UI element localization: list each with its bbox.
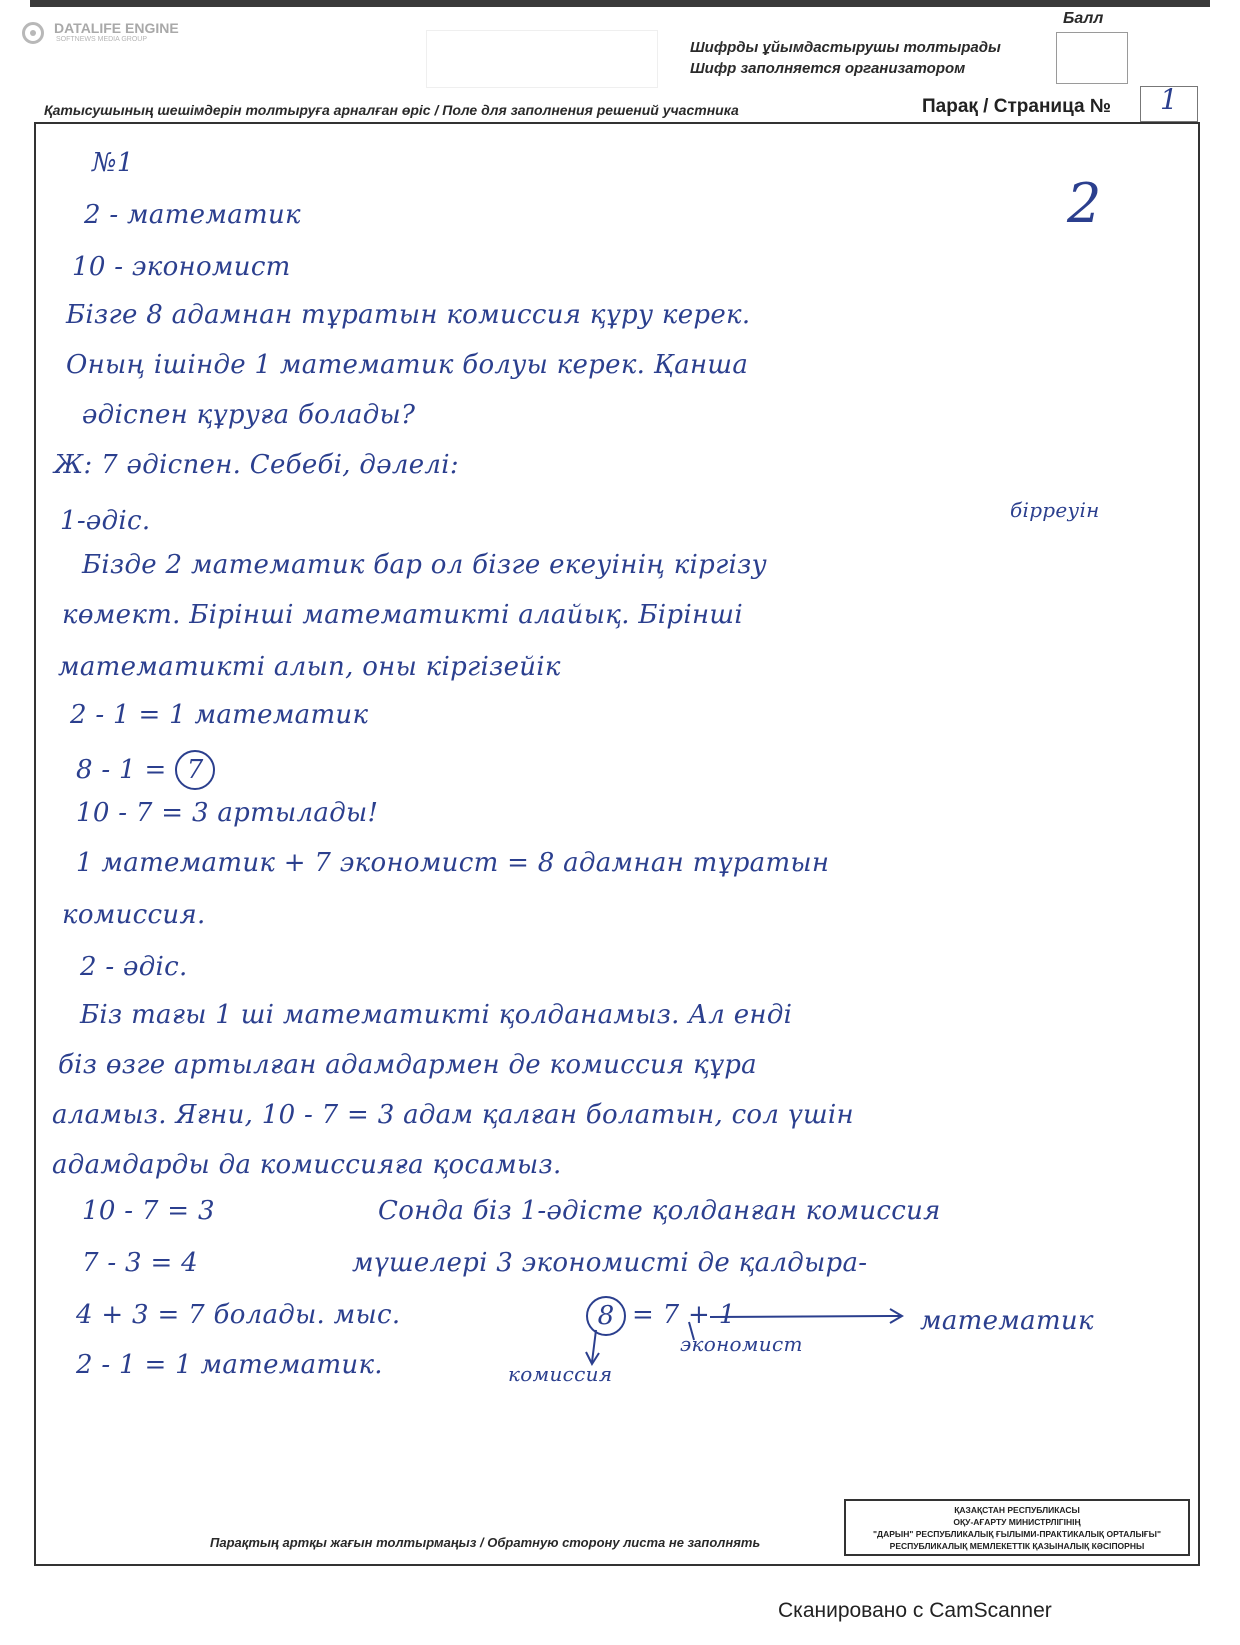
handwritten-note: бірреуін [1010,498,1100,522]
handwritten-line: математик [920,1306,1094,1336]
stamp-line: "ДАРЫН" РЕСПУБЛИКАЛЫҚ ҒЫЛЫМИ-ПРАКТИКАЛЫҚ ОРТАЛЫҒЫ" [873,1529,1161,1539]
stamp-line: РЕСПУБЛИКАЛЫҚ МЕМЛЕКЕТТІК ҚАЗЫНАЛЫҚ КӘСІПОРНЫ [889,1541,1145,1551]
handwritten-line: Біз тағы 1 ші математикті қолданамыз. Ал енді [80,1000,793,1030]
official-stamp [844,1499,1190,1556]
handwritten-line [76,750,215,790]
watermark-subtitle: SOFTNEWS MEDIA GROUP [56,36,148,43]
score-box [1056,32,1128,84]
handwritten-note: комиссия [508,1362,613,1386]
handwritten-line: Оның ішінде 1 математик болуы керек. Қанша [66,350,749,380]
handwritten-line: 10 - 7 = 3 артылады! [76,798,379,828]
handwritten-line: адамдарды да комиссияға қосамыз. [52,1150,562,1180]
handwritten-line: Сонда біз 1-әдісте қолданған комиссия [378,1196,941,1226]
scanner-caption: Сканировано с CamScanner [778,1599,1052,1622]
handwritten-line: 2 - математик [84,200,301,230]
handwritten-line: көмект. Бірінші математикті алайық. Бірінші [62,600,743,630]
handwritten-line: Ж: 7 әдіспен. Себебі, дәлелі: [54,450,459,480]
cipher-note [690,37,1001,79]
handwritten-calc: 7 - 3 = 4 [82,1248,198,1278]
grade-mark: 2 [1067,172,1102,235]
task-number: №1 [92,148,134,178]
cipher-note-ru: Шифр заполняется организатором [690,60,966,77]
ghost-box [426,30,658,88]
handwritten-line: Бізде 2 математик бар ол бізге екеуінің кіргізу [82,550,768,580]
handwritten-line: Бізге 8 адамнан тұратын комиссия құру керек. [66,300,751,330]
page-number: 1 [1160,83,1178,116]
handwritten-note: экономист [680,1332,803,1356]
handwritten-calc: = 7 + 1 [632,1300,736,1330]
handwritten-line: 1-әдіс. [60,506,151,536]
handwritten-line: математикті алып, оны кіргізейік [58,652,561,682]
handwritten-line: аламыз. Яғни, 10 - 7 = 3 адам қалған болатын, сол үшін [52,1100,854,1130]
handwritten-line: мүшелері 3 экономисті де қалдыра- [352,1248,868,1278]
scan-top-edge [30,0,1210,7]
handwritten-calc: 2 - 1 = 1 математик. [76,1350,383,1380]
score-label: Балл [1063,10,1104,27]
handwritten-line: біз өзге артылған адамдармен де комиссия құра [58,1050,757,1080]
handwritten-line: 1 математик + 7 экономист = 8 адамнан тұратын [76,848,830,878]
watermark-title: DATALIFE ENGINE [54,20,179,36]
back-side-note: Парақтың артқы жағын толтырмаңыз / Обратную сторону листа не заполнять [210,1535,761,1550]
watermark-logo-icon [22,22,44,44]
cipher-note-kz: Шифрды ұйымдастырушы толтырады [690,39,1001,56]
handwritten-text: 8 - 1 = [76,755,176,785]
circled-answer: 7 [175,750,215,790]
handwritten-line: әдіспен құруға болады? [82,400,416,430]
handwritten-line: 2 - 1 = 1 математик [70,700,369,730]
answer-field-caption: Қатысушының шешімдерін толтыруға арналған өріс / Поле для заполнения решений участника [44,102,739,118]
handwritten-calc: 4 + 3 = 7 болады. мыс. [76,1300,401,1330]
page-number-label: Парақ / Страница № [922,96,1112,117]
handwritten-line: 10 - экономист [72,252,291,282]
handwritten-line: 2 - әдіс. [80,952,188,982]
circled-eight: 8 [586,1296,626,1336]
handwritten-line: комиссия. [62,900,206,930]
circled-number [586,1296,626,1336]
stamp-line: ОҚУ-АҒАРТУ МИНИСТРЛІГІНІҢ [953,1517,1081,1527]
handwritten-calc: 10 - 7 = 3 [82,1196,215,1226]
stamp-line: ҚАЗАҚСТАН РЕСПУБЛИКАСЫ [954,1505,1080,1515]
